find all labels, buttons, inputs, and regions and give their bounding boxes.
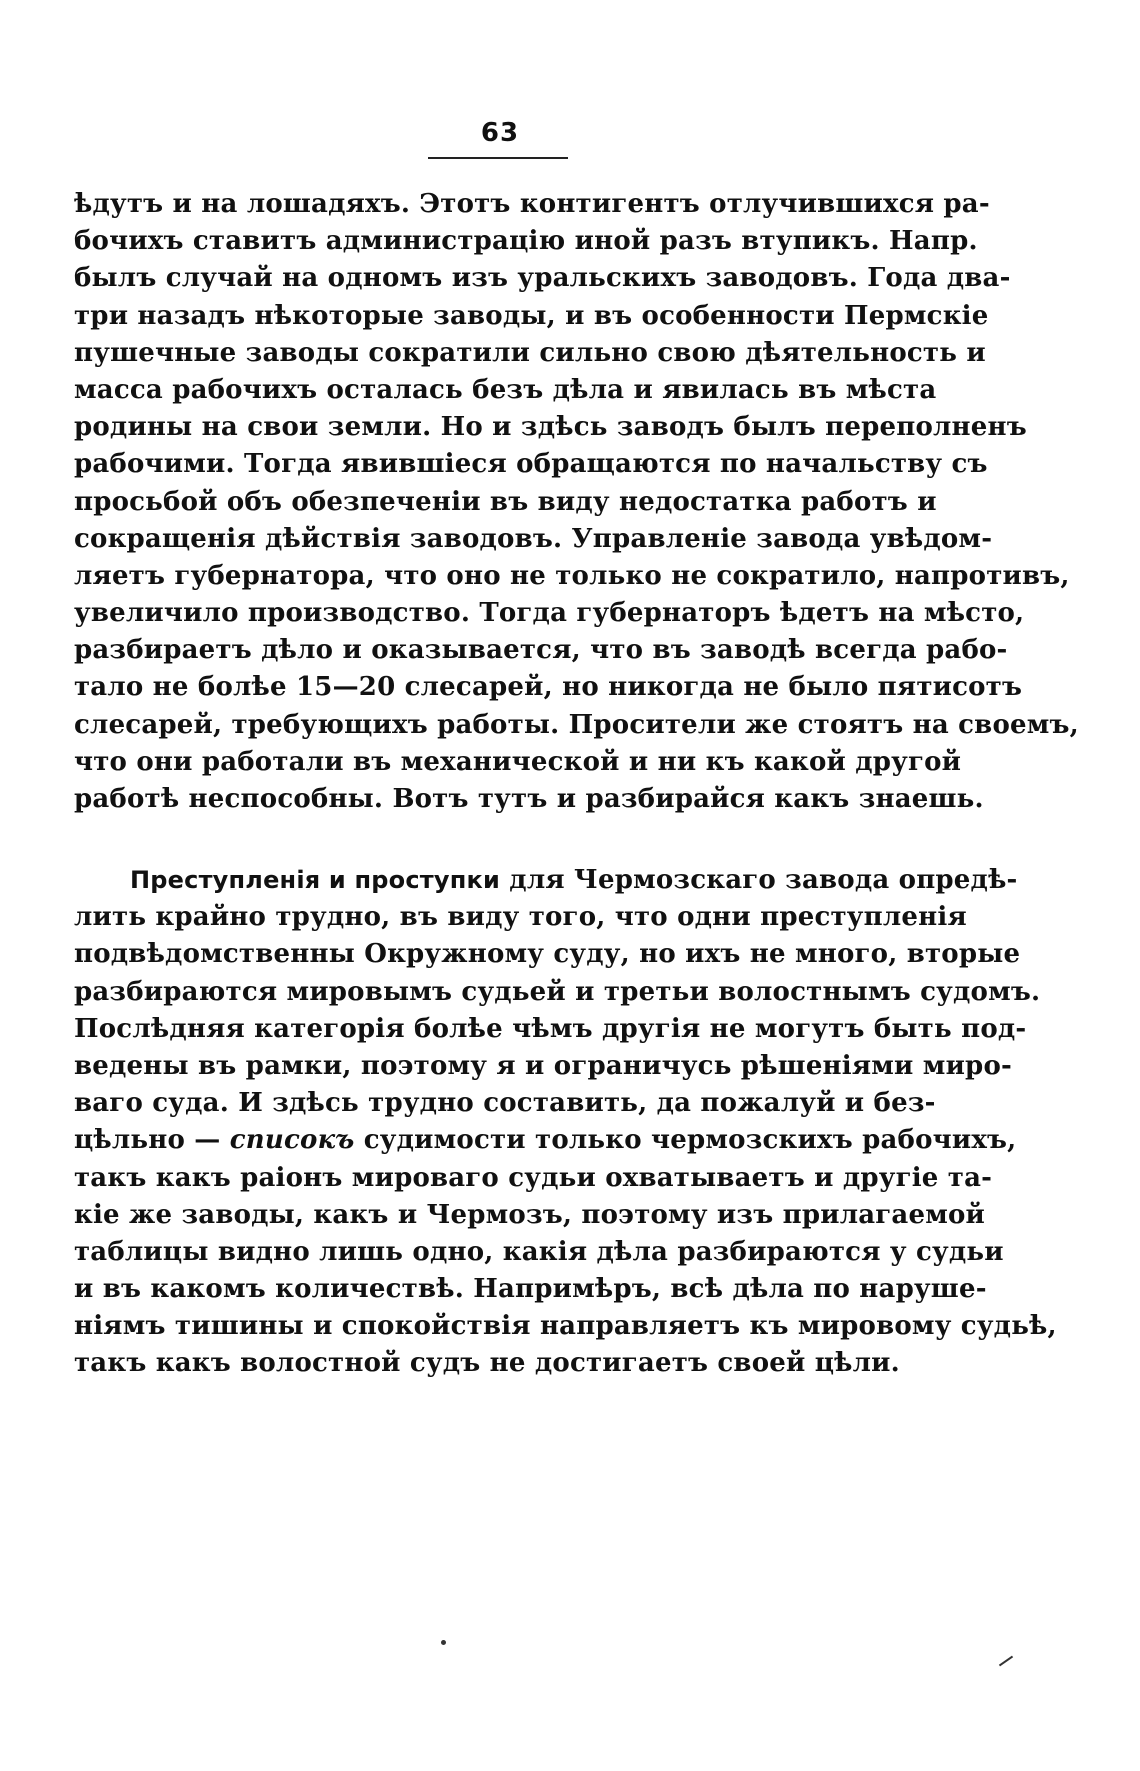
paragraph-1 [74, 186, 1079, 818]
text-line: лить крайно трудно, въ виду того, что одни преступленія [74, 902, 967, 933]
text-line: былъ случай на одномъ изъ уральскихъ заводовъ. Года два- [74, 263, 1011, 294]
text-line: такъ какъ волостной судъ не достигаетъ своей цѣли. [74, 1348, 900, 1379]
text-line: три назадъ нѣкоторые заводы, и въ особенности Пермскіе [74, 300, 989, 331]
text-line: разбираются мировымъ судьей и третьи волостнымъ судомъ. [74, 976, 1041, 1007]
text-line: ведены въ рамки, поэтому я и ограничусь рѣшеніями миро- [74, 1050, 1012, 1081]
text-line: подвѣдомственны Окружному суду, но ихъ не много, вторые [74, 939, 1021, 970]
text-line: родины на свои земли. Но и здѣсь заводъ былъ переполненъ [74, 412, 1027, 443]
text-line: рабочими. Тогда явившіеся обращаются по начальству съ [74, 449, 988, 480]
text-line: ѣдутъ и на лошадяхъ. Этотъ контигентъ отлучившихся ра- [74, 189, 990, 219]
text-line: ніямъ тишины и спокойствія направляетъ къ мировому судьѣ, [74, 1311, 1057, 1342]
text-line: работѣ неспособны. Вотъ тутъ и разбирайся какъ знаешь. [74, 784, 984, 814]
text-line: слесарей, требующихъ работы. Просители же стоятъ на своемъ, [74, 709, 1079, 740]
section-lead-in: Преступленія и проступки [130, 866, 501, 894]
text-line: масса рабочихъ осталась безъ дѣла и явилась въ мѣста [74, 374, 937, 405]
text-line: увеличило производство. Тогда губернаторъ ѣдетъ на мѣсто, [74, 598, 1025, 629]
text-line: таблицы видно лишь одно, какія дѣла разбираются у судьи [74, 1236, 1004, 1267]
text-line: такъ какъ раіонъ мироваго судьи охватываетъ и другіе та- [74, 1162, 993, 1193]
text-line: что они работали въ механической и ни къ какой другой [74, 746, 962, 777]
text-line: просьбой объ обезпеченіи въ виду недостатка работъ и [74, 486, 937, 517]
text-line: сокращенія дѣйствія заводовъ. Управленіе завода увѣдом- [74, 523, 993, 554]
text-line: бочихъ ставитъ администрацію иной разъ втупикъ. Напр. [74, 226, 978, 257]
stray-pen-mark [999, 1656, 1013, 1667]
text-line: и въ какомъ количествѣ. Напримѣръ, всѣ дѣла по наруше- [74, 1274, 987, 1305]
text-line [74, 1122, 1017, 1159]
text-fragment: судимости только чермозскихъ рабочихъ, [363, 1125, 1017, 1156]
text-line: ляетъ губернатора, что оно не только не сократило, напротивъ, [74, 560, 1070, 591]
text-fragment: цѣльно — [74, 1125, 221, 1156]
text-line: ваго суда. И здѣсь трудно составить, да пожалуй и без- [74, 1088, 936, 1119]
text-line [74, 862, 1018, 899]
page-number-rule [428, 157, 568, 159]
ink-speck [441, 1640, 446, 1645]
text-line: кіе же заводы, какъ и Чермозъ, поэтому изъ прилагаемой [74, 1199, 986, 1230]
text-line: разбираетъ дѣло и оказывается, что въ заводѣ всегда рабо- [74, 635, 1008, 666]
text-line: пушечные заводы сократили сильно свою дѣятельность и [74, 337, 986, 368]
text-line: Послѣдняя категорія болѣе чѣмъ другія не могутъ быть под- [74, 1013, 1027, 1044]
text-line: тало не болѣе 15—20 слесарей, но никогда не было пятисотъ [74, 672, 1023, 703]
emphasized-word: списокъ [229, 1125, 355, 1156]
page-number: 63 [480, 118, 520, 148]
text-fragment: для Чермозскаго завода опредѣ- [509, 865, 1018, 895]
paragraph-2 [74, 862, 1057, 1383]
